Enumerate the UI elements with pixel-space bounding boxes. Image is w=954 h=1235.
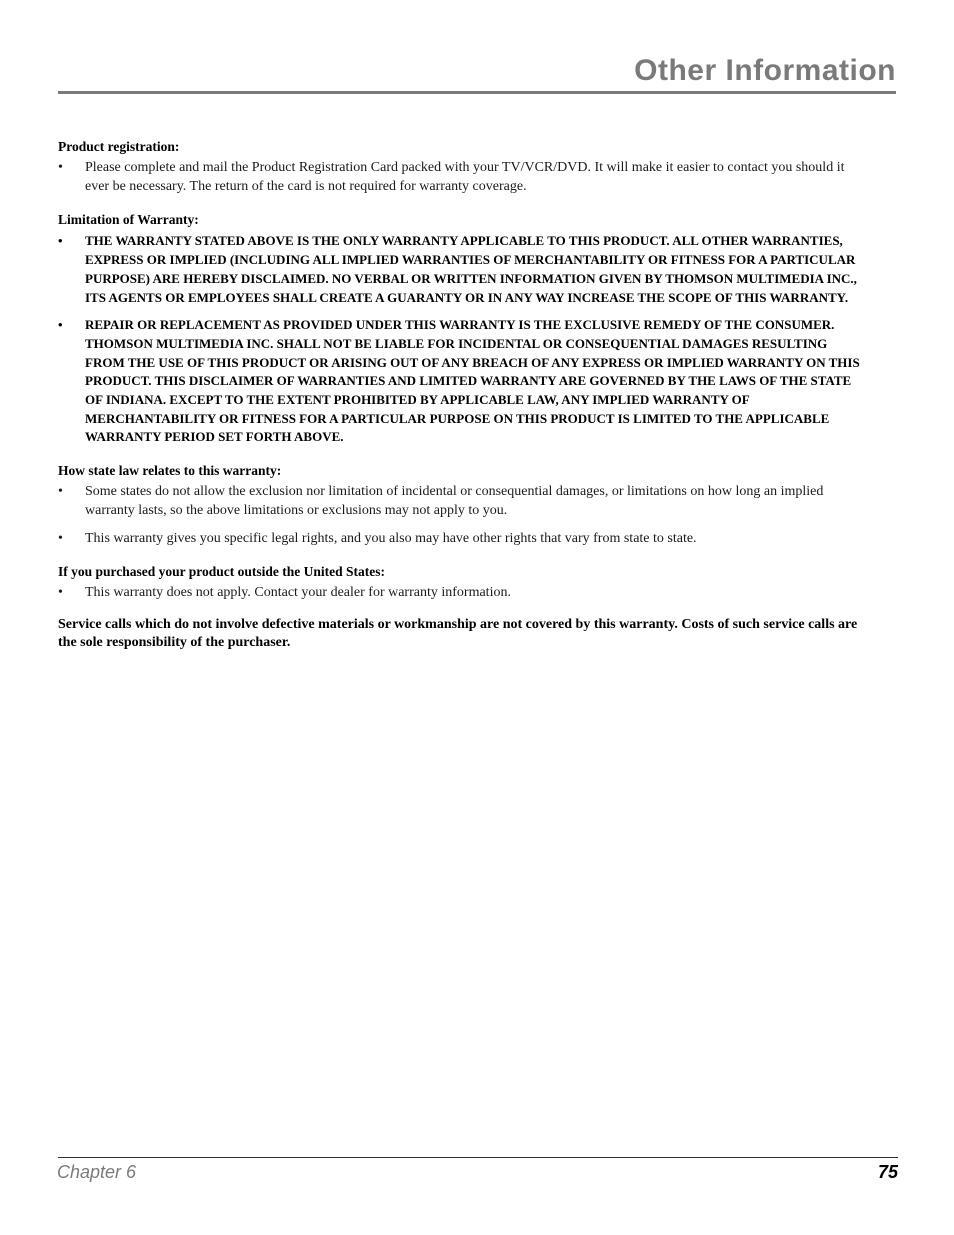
list-item — [58, 316, 870, 447]
page-title: Other Information — [634, 54, 896, 87]
list-item-text: Some states do not allow the exclusion nor limitation of incidental or consequential damages, or limitations on how long an implied warranty lasts, so the above limitations or exclusions may not apply to you. — [85, 484, 824, 518]
list-item-text: THE WARRANTY STATED ABOVE IS THE ONLY WARRANTY APPLICABLE TO THIS PRODUCT. ALL OTHER WARRANTIES, EXPRESS OR IMPLIED (INCLUDING ALL IMPLIED WARRANTIES OF MERCHANTABILITY OR FITNESS FOR A PARTICULAR PURPOSE) ARE HEREBY DISCLAIMED. NO VERBAL OR WRITTEN INFORMATION GIVEN BY THOMSON MULTIMEDIA INC., ITS AGENTS OR EMPLOYEES SHALL CREATE A GUARANTY OR IN ANY WAY INCREASE THE SCOPE OF THIS WARRANTY. — [85, 233, 857, 305]
list-item — [58, 159, 870, 196]
bullet-list — [58, 483, 870, 548]
list-item — [58, 530, 870, 549]
bullet-icon: • — [58, 585, 63, 601]
list-item — [58, 483, 870, 520]
bullet-icon: • — [58, 233, 63, 249]
title-divider — [58, 91, 896, 94]
document-body — [58, 138, 870, 653]
section-heading: Product registration: — [58, 139, 180, 154]
section-heading: If you purchased your product outside the United States: — [58, 564, 386, 580]
bullet-icon: • — [58, 160, 63, 175]
list-item-text: This warranty gives you specific legal rights, and you also may have other rights that vary from state to state. — [85, 530, 697, 546]
list-item — [58, 232, 870, 307]
list-item-text: REPAIR OR REPLACEMENT AS PROVIDED UNDER THIS WARRANTY IS THE EXCLUSIVE REMEDY OF THE CONSUMER. THOMSON MULTIMEDIA INC. SHALL NOT BE LIABLE FOR INCIDENTAL OR CONSEQUENTIAL DAMAGES RESULTING FROM THE USE OF THIS PRODUCT OR ARISING OUT OF ANY BREACH OF ANY EXPRESS OR IMPLIED WARRANTY ON THIS PRODUCT. THIS DISCLAIMER OF WARRANTIES AND LIMITED WARRANTY ARE GOVERNED BY THE LAWS OF THE STATE OF INDIANA. EXCEPT TO THE EXTENT PROHIBITED BY APPLICABLE LAW, ANY IMPLIED WARRANTY OF MERCHANTABILITY OR FITNESS FOR A PARTICULAR PURPOSE ON THIS PRODUCT IS LIMITED TO THE APPLICABLE WARRANTY PERIOD SET FORTH ABOVE. — [85, 317, 860, 445]
section-state-law — [58, 462, 870, 548]
section-heading: How state law relates to this warranty: — [58, 463, 282, 479]
closing-statement: Service calls which do not involve defective materials or workmanship are not covered by this warranty. Costs of such service calls are the sole responsibility of the purchaser. — [58, 616, 858, 651]
section-limitation-of-warranty — [58, 211, 870, 447]
list-item — [58, 584, 870, 603]
footer-divider — [58, 1157, 898, 1158]
bullet-list — [58, 232, 870, 447]
bullet-icon: • — [58, 530, 63, 546]
footer-chapter-label: Chapter 6 — [57, 1162, 137, 1182]
bullet-icon: • — [58, 317, 63, 333]
list-item-text: This warranty does not apply. Contact your dealer for warranty information. — [85, 585, 511, 601]
section-product-registration — [58, 138, 870, 196]
section-heading: Limitation of Warranty: — [58, 212, 199, 228]
section-outside-us — [58, 563, 870, 603]
page-number: 75 — [877, 1162, 898, 1182]
bullet-list — [58, 584, 870, 603]
bullet-list — [58, 159, 870, 196]
list-item-text: Please complete and mail the Product Registration Card packed with your TV/VCR/DVD. It will make it easier to contact you should it ever be necessary. The return of the card is not required for warranty coverage. — [85, 160, 845, 194]
bullet-icon: • — [58, 484, 63, 500]
